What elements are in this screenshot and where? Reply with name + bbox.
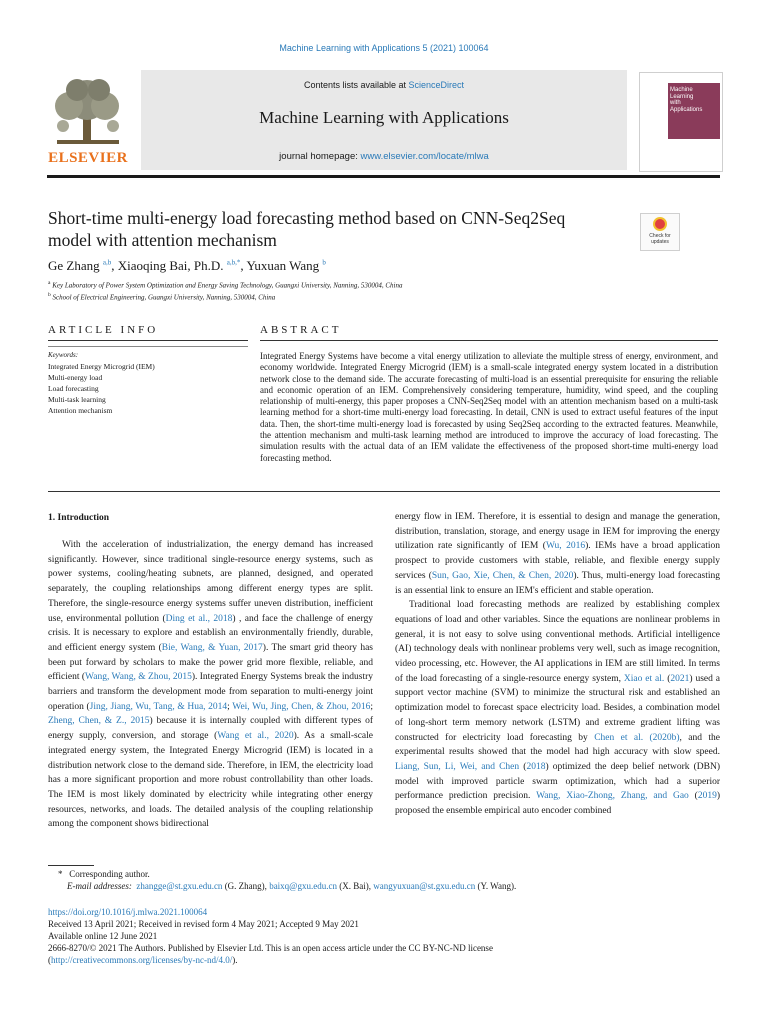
author-name[interactable]: Xiaoqing Bai, Ph.D.	[117, 258, 224, 273]
license-link[interactable]: http://creativecommons.org/licenses/by-nc-nd/4.0/	[51, 955, 233, 965]
journal-citation-link[interactable]: Machine Learning with Applications 5 (2021) 100064	[279, 43, 489, 53]
author-list: Ge Zhang $^{a,b}$, Xiaoqing Bai, Ph.D. $^{a,b,*}$, Yuxuan Wang $^b$	[48, 258, 326, 273]
reference-link[interactable]: Liang, Sun, Li, Wei, and Chen	[395, 761, 520, 772]
contents-line: Contents lists available at ScienceDirect	[303, 80, 465, 90]
reference-link[interactable]: Chen et al. (2020b)	[594, 732, 680, 743]
email-link[interactable]: wangyuxuan@st.gxu.edu.cn	[373, 881, 476, 891]
journal-homepage-link[interactable]: www.elsevier.com/locate/mlwa	[360, 151, 489, 162]
reference-link[interactable]: Zheng, Chen, & Z., 2015	[48, 716, 150, 727]
keywords-label: Keywords:	[48, 351, 79, 359]
footnote-rule	[48, 865, 94, 866]
reference-link[interactable]: 2019	[697, 791, 717, 802]
author-name[interactable]: Yuxuan Wang	[246, 258, 320, 273]
license-url-line: (http://creativecommons.org/licenses/by-nc-nd/4.0/).	[48, 955, 238, 965]
email-addresses: E-mail addresses: zhangge@st.gxu.edu.cn (G. Zhang), baixq@gxu.edu.cn (X. Bai), wangyuxuan@st.gxu.edu.cn (Y. Wang).	[67, 881, 517, 891]
journal-title: Machine Learning with Applications	[259, 108, 509, 127]
article-title: Short-time multi-energy load forecasting method based on CNN-Seq2Seq model with attention mechanism	[48, 208, 566, 250]
divider	[260, 340, 718, 341]
divider	[48, 346, 248, 347]
journal-cover-thumbnail[interactable]	[639, 72, 723, 172]
reference-link[interactable]: Bie, Wang, & Yuan, 2017	[161, 642, 263, 653]
body-column-right	[395, 510, 720, 819]
sciencedirect-link[interactable]: ScienceDirect	[408, 80, 465, 90]
crossmark-label: Check for updates	[649, 233, 671, 245]
author-affiliation-ref[interactable]: a,b	[102, 258, 112, 267]
online-date: Available online 12 June 2021	[48, 931, 158, 941]
affiliation: $^a$ Key Laboratory of Power System Optimization and Energy Saving Technology, Guangxi University, Nanning, 530004, China	[48, 280, 403, 290]
reference-link[interactable]: Xiao et al.	[623, 673, 665, 684]
reference-link[interactable]: Wang, Wang, & Zhou, 2015	[85, 672, 192, 683]
divider	[48, 491, 720, 492]
reference-link[interactable]: 2021	[670, 673, 690, 684]
reference-link[interactable]: Wu, 2016	[545, 541, 586, 552]
paragraph: energy flow in IEM. Therefore, it is essential to design and manage the generation, distribution, translation, storage, and energy usage in IEM for improving the energy utilization rate significantly of IEM (Wu, 2016). IEMs have a broad application prospect to provide customers with stable, reliable, and flexible energy supply services (Sun, Gao, Xie, Chen, & Chen, 2020). Thus, multi-energy load forecasting is an essential link to ensure an IEM's efficient and stable operation.	[395, 512, 720, 596]
keyword: Attention mechanism	[48, 406, 113, 415]
reference-link[interactable]: Jing, Jiang, Wu, Tang, & Hua, 2014	[89, 701, 228, 712]
crossmark-icon	[653, 217, 667, 231]
email-link[interactable]: baixq@gxu.edu.cn	[269, 881, 337, 891]
journal-homepage-line: journal homepage: www.elsevier.com/locate/mlwa	[279, 151, 489, 162]
check-for-updates-badge[interactable]	[640, 213, 680, 251]
reference-link[interactable]: Ding et al., 2018	[165, 613, 233, 624]
corresponding-author-note: * Corresponding author.	[58, 869, 150, 879]
reference-link[interactable]: Sun, Gao, Xie, Chen, & Chen, 2020	[431, 570, 574, 581]
author-affiliation-ref[interactable]: b	[322, 258, 326, 267]
masthead-rule	[47, 175, 720, 178]
affiliation: $^b$ School of Electrical Engineering, Guangxi University, Nanning, 530004, China	[48, 292, 276, 302]
paragraph: With the acceleration of industrialization, the energy demand has increased significantly. However, since traditional single-resource energy systems, such as power systems, cooling/heating subnets, are planned, designed, and operated separately, the coupling relationships among different energy types are split. Therefore, the single-resource energy systems suffer uneven distribution, inefficient use, environmental pollution (Ding et al., 2018) , and face the challenge of energy crisis. It is necessary to explore and establish an environmentally friendly, durable, and efficient energy system (Bie, Wang, & Yuan, 2017). The smart grid theory has been put forward by scholars to make the power grid more flexible, reliable, and efficient (Wang, Wang, & Zhou, 2015). Integrated Energy Systems break the industry barriers and transform the development mode from separation to multi-energy joint operation (Jing, Jiang, Wu, Tang, & Hua, 2014; Wei, Wu, Jing, Chen, & Zhou, 2016; Zheng, Chen, & Z., 2015) because it is internally coupled with different types of energy supply, conversion, and storage (Wang et al., 2020). As a small-scale integrated energy system, the Integrated Energy Microgrid (IEM) is located in a distribution network close to the demand side. Therefore, in IEM, the electricity load has a more significant proportion and more robust controllability than other loads. The IEM is most likely dominated by electricity while integrating other energy resources, networks, and loads. The detailed analysis of the coupling relationship among the component shows bidirectional	[48, 540, 373, 830]
divider	[48, 340, 248, 341]
author-affiliation-ref[interactable]: a,b,*	[226, 258, 241, 267]
reference-link[interactable]: 2018	[526, 761, 546, 772]
received-dates: Received 13 April 2021; Received in revised form 4 May 2021; Accepted 9 May 2021	[48, 919, 359, 929]
reference-link[interactable]: Wang et al., 2020	[217, 731, 294, 742]
article-info-heading: ARTICLE INFO	[48, 324, 159, 336]
email-link[interactable]: zhangge@st.gxu.edu.cn	[136, 881, 223, 891]
cover-title: Machine Learning with Applications	[670, 87, 703, 113]
abstract-text: Integrated Energy Systems have become a vital energy utilization to alleviate the multiple stress of energy, environment, and economy worldwide. Integrated Energy Microgrid (IEM) is a small-scale integrated energy system located in a distribution network close to the demand side. The accurate forecasting of multi-load is an essential prerequisite for ensuring the reliable and economic operation of an IEM. Comprehensively considering temperature, humidity, wind speed, and the coupling relationship of multi-energy, this paper proposes a CNN-Seq2Seq model with an attention mechanism based on a multi-task learning method for a short-time multi-energy load forecasting. In detail, CNN is used to extract useful features of the input data. Then, the short-time multi-energy load is forecasted by using Seq2Seq according to the extracted features. Meanwhile, the attention mechanism and multi-task learning method are introduced to improve the accuracy of load forecasting. The simulation results with the actual data of an IEM validate the effectiveness of the proposed short-time multi-energy load forecasting method.	[260, 351, 718, 463]
body-column-left	[48, 538, 373, 832]
keyword: Multi-task learning	[48, 395, 106, 404]
doi-url[interactable]: https://doi.org/10.1016/j.mlwa.2021.100064	[48, 907, 208, 917]
keyword: Multi-energy load	[48, 373, 103, 382]
keyword: Load forecasting	[48, 384, 99, 393]
license-statement: 2666-8270/© 2021 The Authors. Published by Elsevier Ltd. This is an open access article under the CC BY-NC-ND license	[48, 943, 493, 953]
author-name[interactable]: Ge Zhang	[48, 258, 100, 273]
doi-link[interactable]	[48, 906, 608, 918]
section-heading: 1. Introduction	[48, 513, 110, 523]
reference-link[interactable]: Wei, Wu, Jing, Chen, & Zhou, 2016	[232, 701, 371, 712]
keyword: Integrated Energy Microgrid (IEM)	[48, 362, 155, 371]
journal-banner	[141, 70, 627, 170]
abstract-heading: ABSTRACT	[260, 324, 342, 336]
paragraph: Traditional load forecasting methods are realized by establishing complex equations of load and other variables. Since the equations are nonlinear problems in general, it is not easy to solve using conventional methods. Artificial intelligence (AI) technology deals with nonlinear problems very well, such as image recognition, video processing, etc. However, the AI applications in IEM are still limited. In terms of the load forecasting of a single-resource energy system, Xiao et al. (2021) used a support vector machine (SVM) to minimize the structural risk and established an optimization model to forecast space electricity load. Besides, a combination model of long-short term memory network (LSTM) and extreme gradient lifting was constructed for electricity load forecasting by Chen et al. (2020b), and the experimental results showed that the model had high accuracy with slow speed. Liang, Sun, Li, Wei, and Chen (2018) optimized the deep belief network (DBN) model with improved particle swarm optimization, which had a superior performance prediction precision. Wang, Xiao-Zhong, Zhang, and Gao (2019) proposed the ensemble empirical auto encoder combined	[395, 600, 721, 817]
reference-link[interactable]: Wang, Xiao-Zhong, Zhang, and Gao	[536, 791, 689, 802]
elsevier-wordmark: ELSEVIER	[48, 150, 128, 166]
